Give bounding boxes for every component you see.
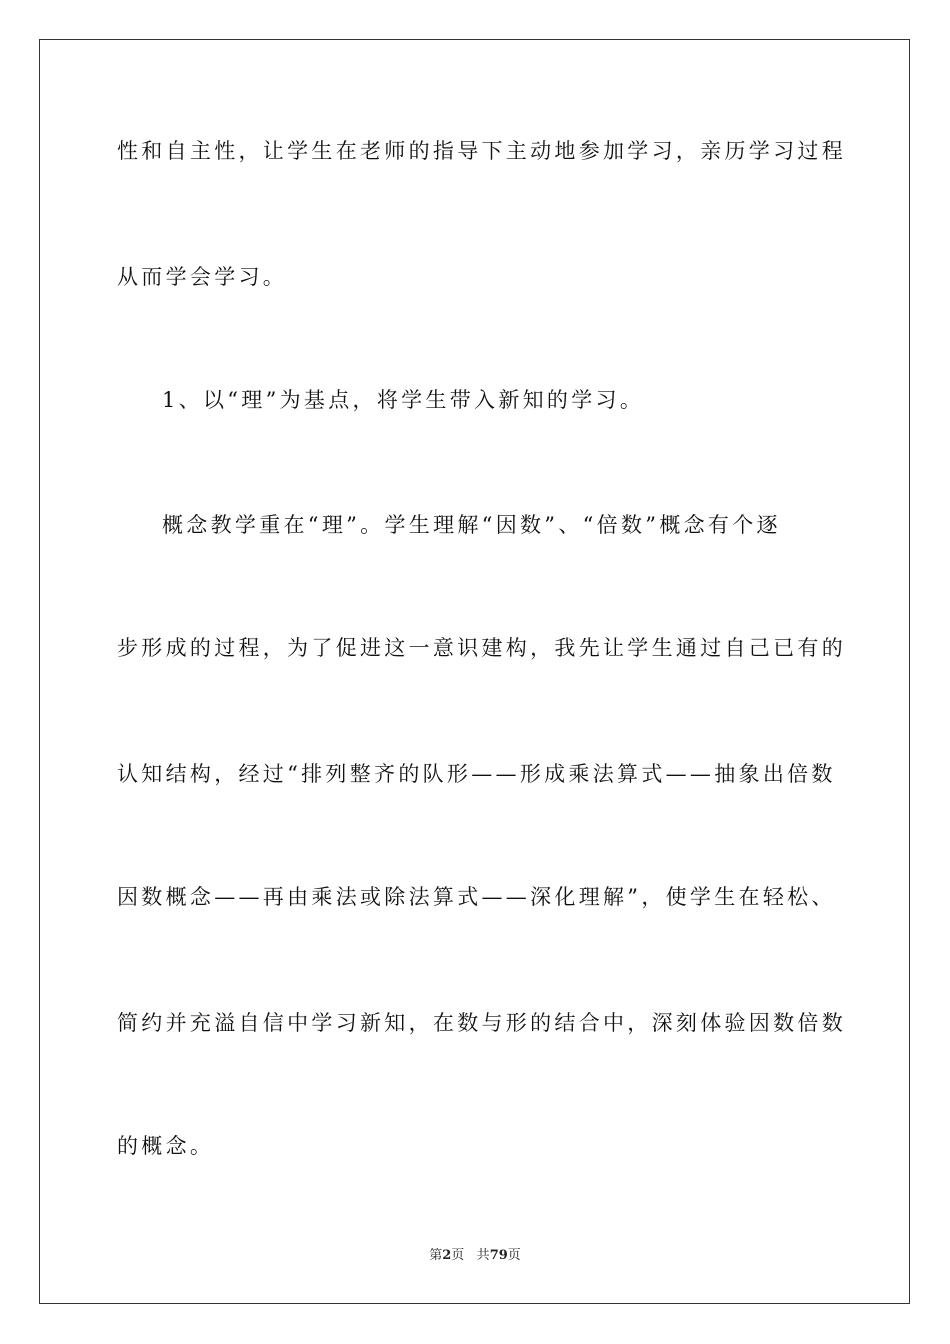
total-prefix: 共 xyxy=(476,1248,490,1263)
page-footer xyxy=(0,1247,950,1265)
page-border xyxy=(39,39,910,1304)
paragraph-line: 因数概念——再由乘法或除法算式——深化理解”，使学生在轻松、 xyxy=(117,885,836,909)
page-suffix: 页 xyxy=(451,1248,465,1263)
page-number: 2 xyxy=(442,1248,452,1263)
paragraph-line: 步形成的过程，为了促进这一意识建构，我先让学生通过自己已有的 xyxy=(117,636,846,660)
paragraph-line: 性和自主性，让学生在老师的指导下主动地参加学习，亲历学习过程 xyxy=(117,139,846,163)
paragraph-line: 简约并充溢自信中学习新知，在数与形的结合中，深刻体验因数倍数 xyxy=(117,1011,846,1035)
section-heading: 1、以“理”为基点，将学生带入新知的学习。 xyxy=(162,388,645,412)
page-prefix: 第 xyxy=(429,1248,443,1263)
total-suffix: 页 xyxy=(507,1248,521,1263)
paragraph-line: 的概念。 xyxy=(117,1134,215,1158)
paragraph-line: 认知结构，经过“排列整齐的队形——形成乘法算式——抽象出倍数 xyxy=(117,762,836,786)
paragraph-line: 从而学会学习。 xyxy=(117,265,288,289)
total-pages: 79 xyxy=(489,1248,508,1263)
paragraph-line: 概念教学重在“理”。学生理解“因数”、“倍数”概念有个逐 xyxy=(162,513,781,537)
